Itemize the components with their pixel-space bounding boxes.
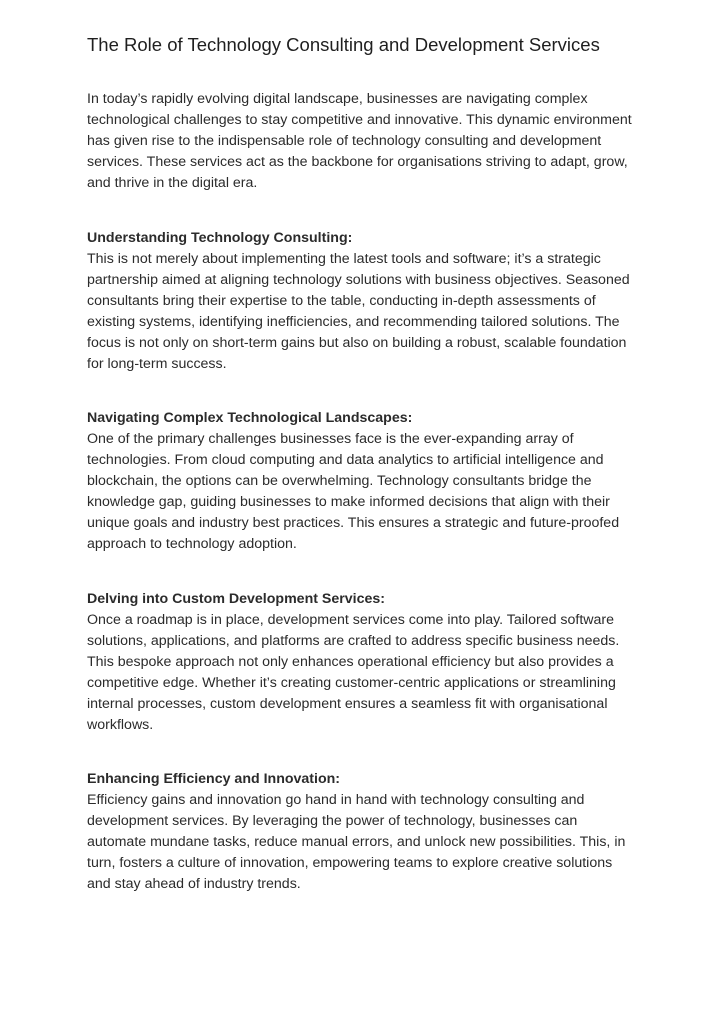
section-enhancing-efficiency-innovation bbox=[87, 769, 635, 895]
intro-paragraph-block bbox=[87, 89, 635, 194]
section-heading: Enhancing Efficiency and Innovation: bbox=[87, 771, 341, 787]
intro-paragraph: In today’s rapidly evolving digital landscape, businesses are navigating complex technological challenges to stay competitive and innovative. This dynamic environment has given rise to the indispensable role of technology consulting and development services. These services act as the backbone for organisations striving to adapt, grow, and thrive in the digital era. bbox=[87, 91, 632, 191]
section-heading: Delving into Custom Development Services: bbox=[87, 591, 386, 607]
section-body: Once a roadmap is in place, development services come into play. Tailored software solutions, applications, and platforms are crafted to address specific business needs. This bespoke approach not only enhances operational efficiency but also provides a competitive edge. Whether it’s creating customer-centric applications or streamlining internal processes, custom development ensures a seamless fit with organisational workflows. bbox=[87, 612, 620, 733]
section-heading: Understanding Technology Consulting: bbox=[87, 230, 353, 246]
section-body: One of the primary challenges businesses face is the ever-expanding array of technologies. From cloud computing and data analytics to artificial intelligence and blockchain, the options can be overwhelming. Technology consultants bridge the knowledge gap, guiding businesses to make informed decisions that align with their unique goals and industry best practices. This ensures a strategic and future-proofed approach to technology adoption. bbox=[87, 431, 620, 552]
section-heading: Navigating Complex Technological Landscapes: bbox=[87, 410, 413, 426]
section-custom-development-services bbox=[87, 589, 635, 736]
document-title: The Role of Technology Consulting and Development Services bbox=[87, 34, 600, 55]
section-body: This is not merely about implementing the latest tools and software; it’s a strategic partnership aimed at aligning technology solutions with business objectives. Seasoned consultants bring their expertise to the table, conducting in-depth assessments of existing systems, identifying inefficiencies, and recommending tailored solutions. The focus is not only on short-term gains but also on building a robust, scalable foundation for long-term success. bbox=[87, 251, 630, 372]
section-understanding-technology-consulting bbox=[87, 228, 635, 375]
section-body: Efficiency gains and innovation go hand in hand with technology consulting and development services. By leveraging the power of technology, businesses can automate mundane tasks, reduce manual errors, and unlock new possibilities. This, in turn, fosters a culture of innovation, empowering teams to explore creative solutions and stay ahead of industry trends. bbox=[87, 792, 626, 892]
section-navigating-complex-landscapes bbox=[87, 408, 635, 555]
